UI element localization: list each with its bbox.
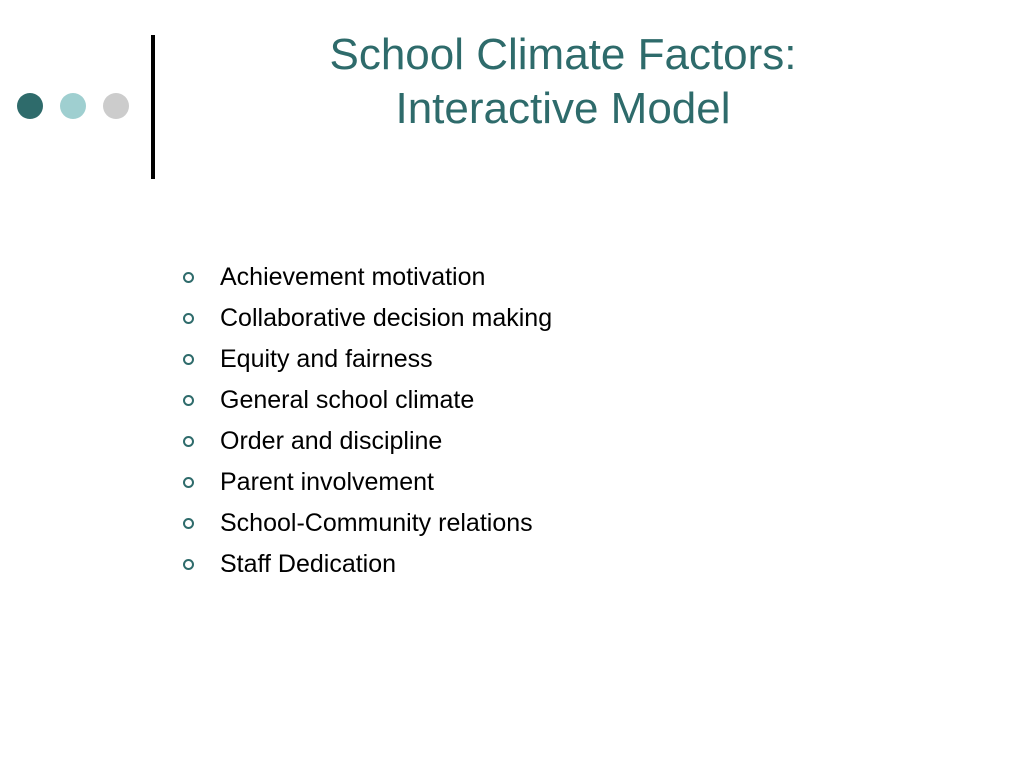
bullet-item	[180, 257, 552, 298]
vertical-divider	[151, 35, 155, 179]
decorative-dot-gray	[103, 93, 129, 119]
bullet-item	[180, 298, 552, 339]
bullet-text: General school climate	[220, 386, 475, 414]
bullet-circle-icon	[183, 518, 194, 529]
bullet-item	[180, 339, 552, 380]
bullet-circle-icon	[183, 313, 194, 324]
bullet-list	[180, 257, 552, 585]
bullet-circle-icon	[183, 436, 194, 447]
bullet-item	[180, 421, 552, 462]
bullet-text: Collaborative decision making	[220, 304, 553, 332]
bullet-text: Order and discipline	[220, 427, 443, 455]
slide-title	[210, 28, 916, 136]
bullet-circle-icon	[183, 395, 194, 406]
bullet-circle-icon	[183, 354, 194, 365]
bullet-text: Staff Dedication	[220, 550, 397, 578]
bullet-text: Equity and fairness	[220, 345, 433, 373]
bullet-text: Parent involvement	[220, 468, 435, 496]
bullet-text: School-Community relations	[220, 509, 533, 537]
bullet-item	[180, 544, 552, 585]
bullet-circle-icon	[183, 477, 194, 488]
bullet-item	[180, 503, 552, 544]
title-line-2: Interactive Model	[395, 84, 731, 133]
bullet-circle-icon	[183, 272, 194, 283]
bullet-circle-icon	[183, 559, 194, 570]
decorative-dot-dark	[17, 93, 43, 119]
bullet-item	[180, 462, 552, 503]
bullet-item	[180, 380, 552, 421]
bullet-text: Achievement motivation	[220, 263, 486, 291]
decorative-dot-light	[60, 93, 86, 119]
title-line-1: School Climate Factors:	[329, 30, 797, 79]
